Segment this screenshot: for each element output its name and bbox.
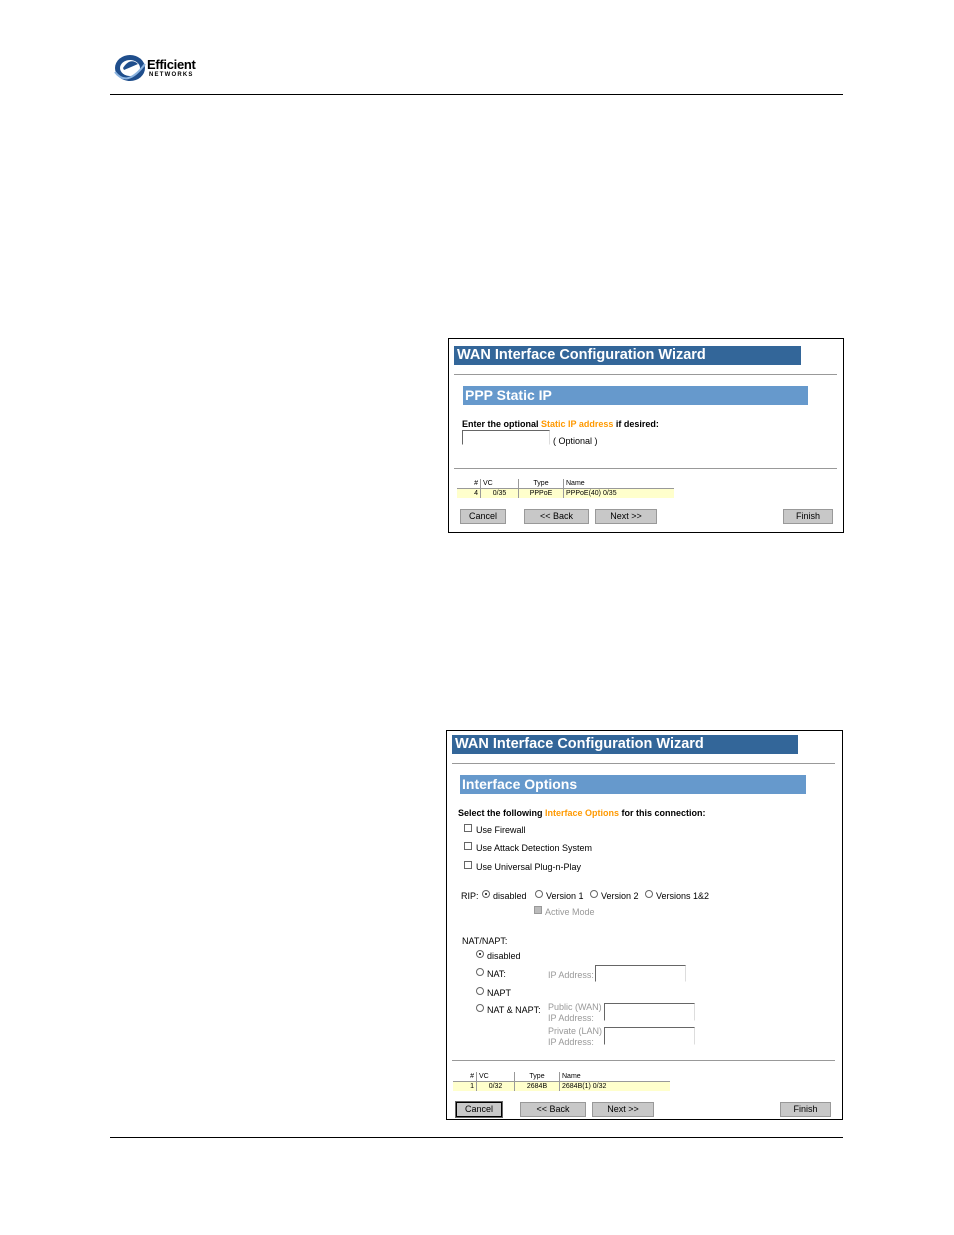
logo-secondary-text: NETWORKS: [149, 72, 194, 78]
nat-disabled-radio[interactable]: [476, 950, 484, 958]
header-name: Name: [564, 479, 675, 489]
footer-divider: [110, 1137, 843, 1138]
table-divider: [452, 1060, 835, 1061]
efficient-logo-icon: [113, 52, 147, 84]
nat-choice-label: NAT:: [487, 969, 506, 979]
rip-disabled-label: disabled: [493, 891, 527, 901]
rip-label: RIP:: [461, 891, 479, 901]
header-number: #: [457, 479, 481, 489]
cell-number: 4: [457, 489, 481, 499]
nat-ip-address-label: IP Address:: [548, 970, 594, 980]
rip-version2-label: Version 2: [601, 891, 639, 901]
nat-ip-address-input[interactable]: [595, 965, 686, 982]
table-header-row: [453, 1072, 670, 1082]
nat-napt-radio[interactable]: [476, 1004, 484, 1012]
logo-primary-text: Efficient: [147, 57, 196, 72]
cell-type: 2684B: [515, 1082, 560, 1092]
public-ip-label-1: Public (WAN): [548, 1002, 602, 1012]
header-vc: VC: [477, 1072, 515, 1082]
wizard-title: WAN Interface Configuration Wizard: [454, 346, 801, 365]
efficient-networks-logo: [113, 52, 213, 84]
private-ip-label-2: IP Address:: [548, 1037, 594, 1047]
nat-disabled-label: disabled: [487, 951, 521, 961]
optional-label: ( Optional ): [553, 436, 598, 446]
header-type: Type: [519, 479, 564, 489]
cell-number: 1: [453, 1082, 477, 1092]
cell-vc: 0/32: [477, 1082, 515, 1092]
use-upnp-label: Use Universal Plug-n-Play: [476, 862, 582, 872]
napt-radio[interactable]: [476, 987, 484, 995]
finish-button[interactable]: Finish: [783, 509, 833, 524]
public-ip-label-2: IP Address:: [548, 1013, 594, 1023]
cell-vc: 0/35: [481, 489, 519, 499]
public-ip-input[interactable]: [604, 1003, 695, 1021]
rip-disabled-radio[interactable]: [482, 890, 490, 898]
static-ip-link[interactable]: Static IP address: [541, 419, 614, 429]
header-divider: [110, 94, 843, 95]
active-mode-label: Active Mode: [545, 907, 595, 917]
next-button[interactable]: Next >>: [592, 1102, 654, 1117]
wizard-title: WAN Interface Configuration Wizard: [452, 735, 798, 754]
vc-table: [453, 1072, 670, 1091]
interface-options-screenshot: [446, 730, 843, 1120]
rip-versions12-label: Versions 1&2: [656, 891, 710, 901]
nat-napt-choice-label: NAT & NAPT:: [487, 1005, 541, 1015]
use-firewall-checkbox[interactable]: [464, 824, 472, 832]
static-ip-prompt: Enter the optional Static IP address if desired:: [462, 419, 659, 429]
use-attack-detection-checkbox[interactable]: [464, 842, 472, 850]
cancel-button[interactable]: Cancel: [456, 1102, 502, 1117]
back-button[interactable]: << Back: [524, 509, 589, 524]
cell-name: PPPoE(40) 0/35: [564, 489, 675, 499]
nat-radio[interactable]: [476, 968, 484, 976]
next-button[interactable]: Next >>: [595, 509, 657, 524]
back-button[interactable]: << Back: [520, 1102, 586, 1117]
finish-button[interactable]: Finish: [780, 1102, 831, 1117]
interface-options-prompt: Select the following Interface Options for this connection:: [458, 808, 706, 818]
header-type: Type: [515, 1072, 560, 1082]
title-divider: [454, 374, 837, 375]
section-title: PPP Static IP: [463, 386, 808, 405]
nat-label: NAT/NAPT:: [462, 936, 508, 946]
active-mode-checkbox[interactable]: [534, 906, 542, 914]
private-ip-input[interactable]: [604, 1027, 695, 1045]
rip-versions12-radio[interactable]: [645, 890, 653, 898]
static-ip-input[interactable]: [462, 430, 550, 445]
title-divider: [452, 763, 835, 764]
private-ip-label-1: Private (LAN): [548, 1026, 603, 1036]
header-name: Name: [560, 1072, 671, 1082]
table-row[interactable]: [457, 489, 674, 499]
ppp-static-ip-screenshot: [448, 338, 844, 533]
rip-version1-radio[interactable]: [535, 890, 543, 898]
use-upnp-checkbox[interactable]: [464, 861, 472, 869]
cell-name: 2684B(1) 0/32: [560, 1082, 671, 1092]
napt-choice-label: NAPT: [487, 988, 512, 998]
use-firewall-label: Use Firewall: [476, 825, 526, 835]
use-attack-detection-label: Use Attack Detection System: [476, 843, 593, 853]
interface-options-link[interactable]: Interface Options: [545, 808, 620, 818]
table-header-row: [457, 479, 674, 489]
header-vc: VC: [481, 479, 519, 489]
section-title: Interface Options: [460, 775, 806, 794]
cancel-button[interactable]: Cancel: [460, 509, 506, 524]
table-row[interactable]: [453, 1082, 670, 1092]
header-number: #: [453, 1072, 477, 1082]
rip-version1-label: Version 1: [546, 891, 584, 901]
cell-type: PPPoE: [519, 489, 564, 499]
table-divider: [454, 468, 837, 469]
rip-version2-radio[interactable]: [590, 890, 598, 898]
vc-table: [457, 479, 674, 498]
